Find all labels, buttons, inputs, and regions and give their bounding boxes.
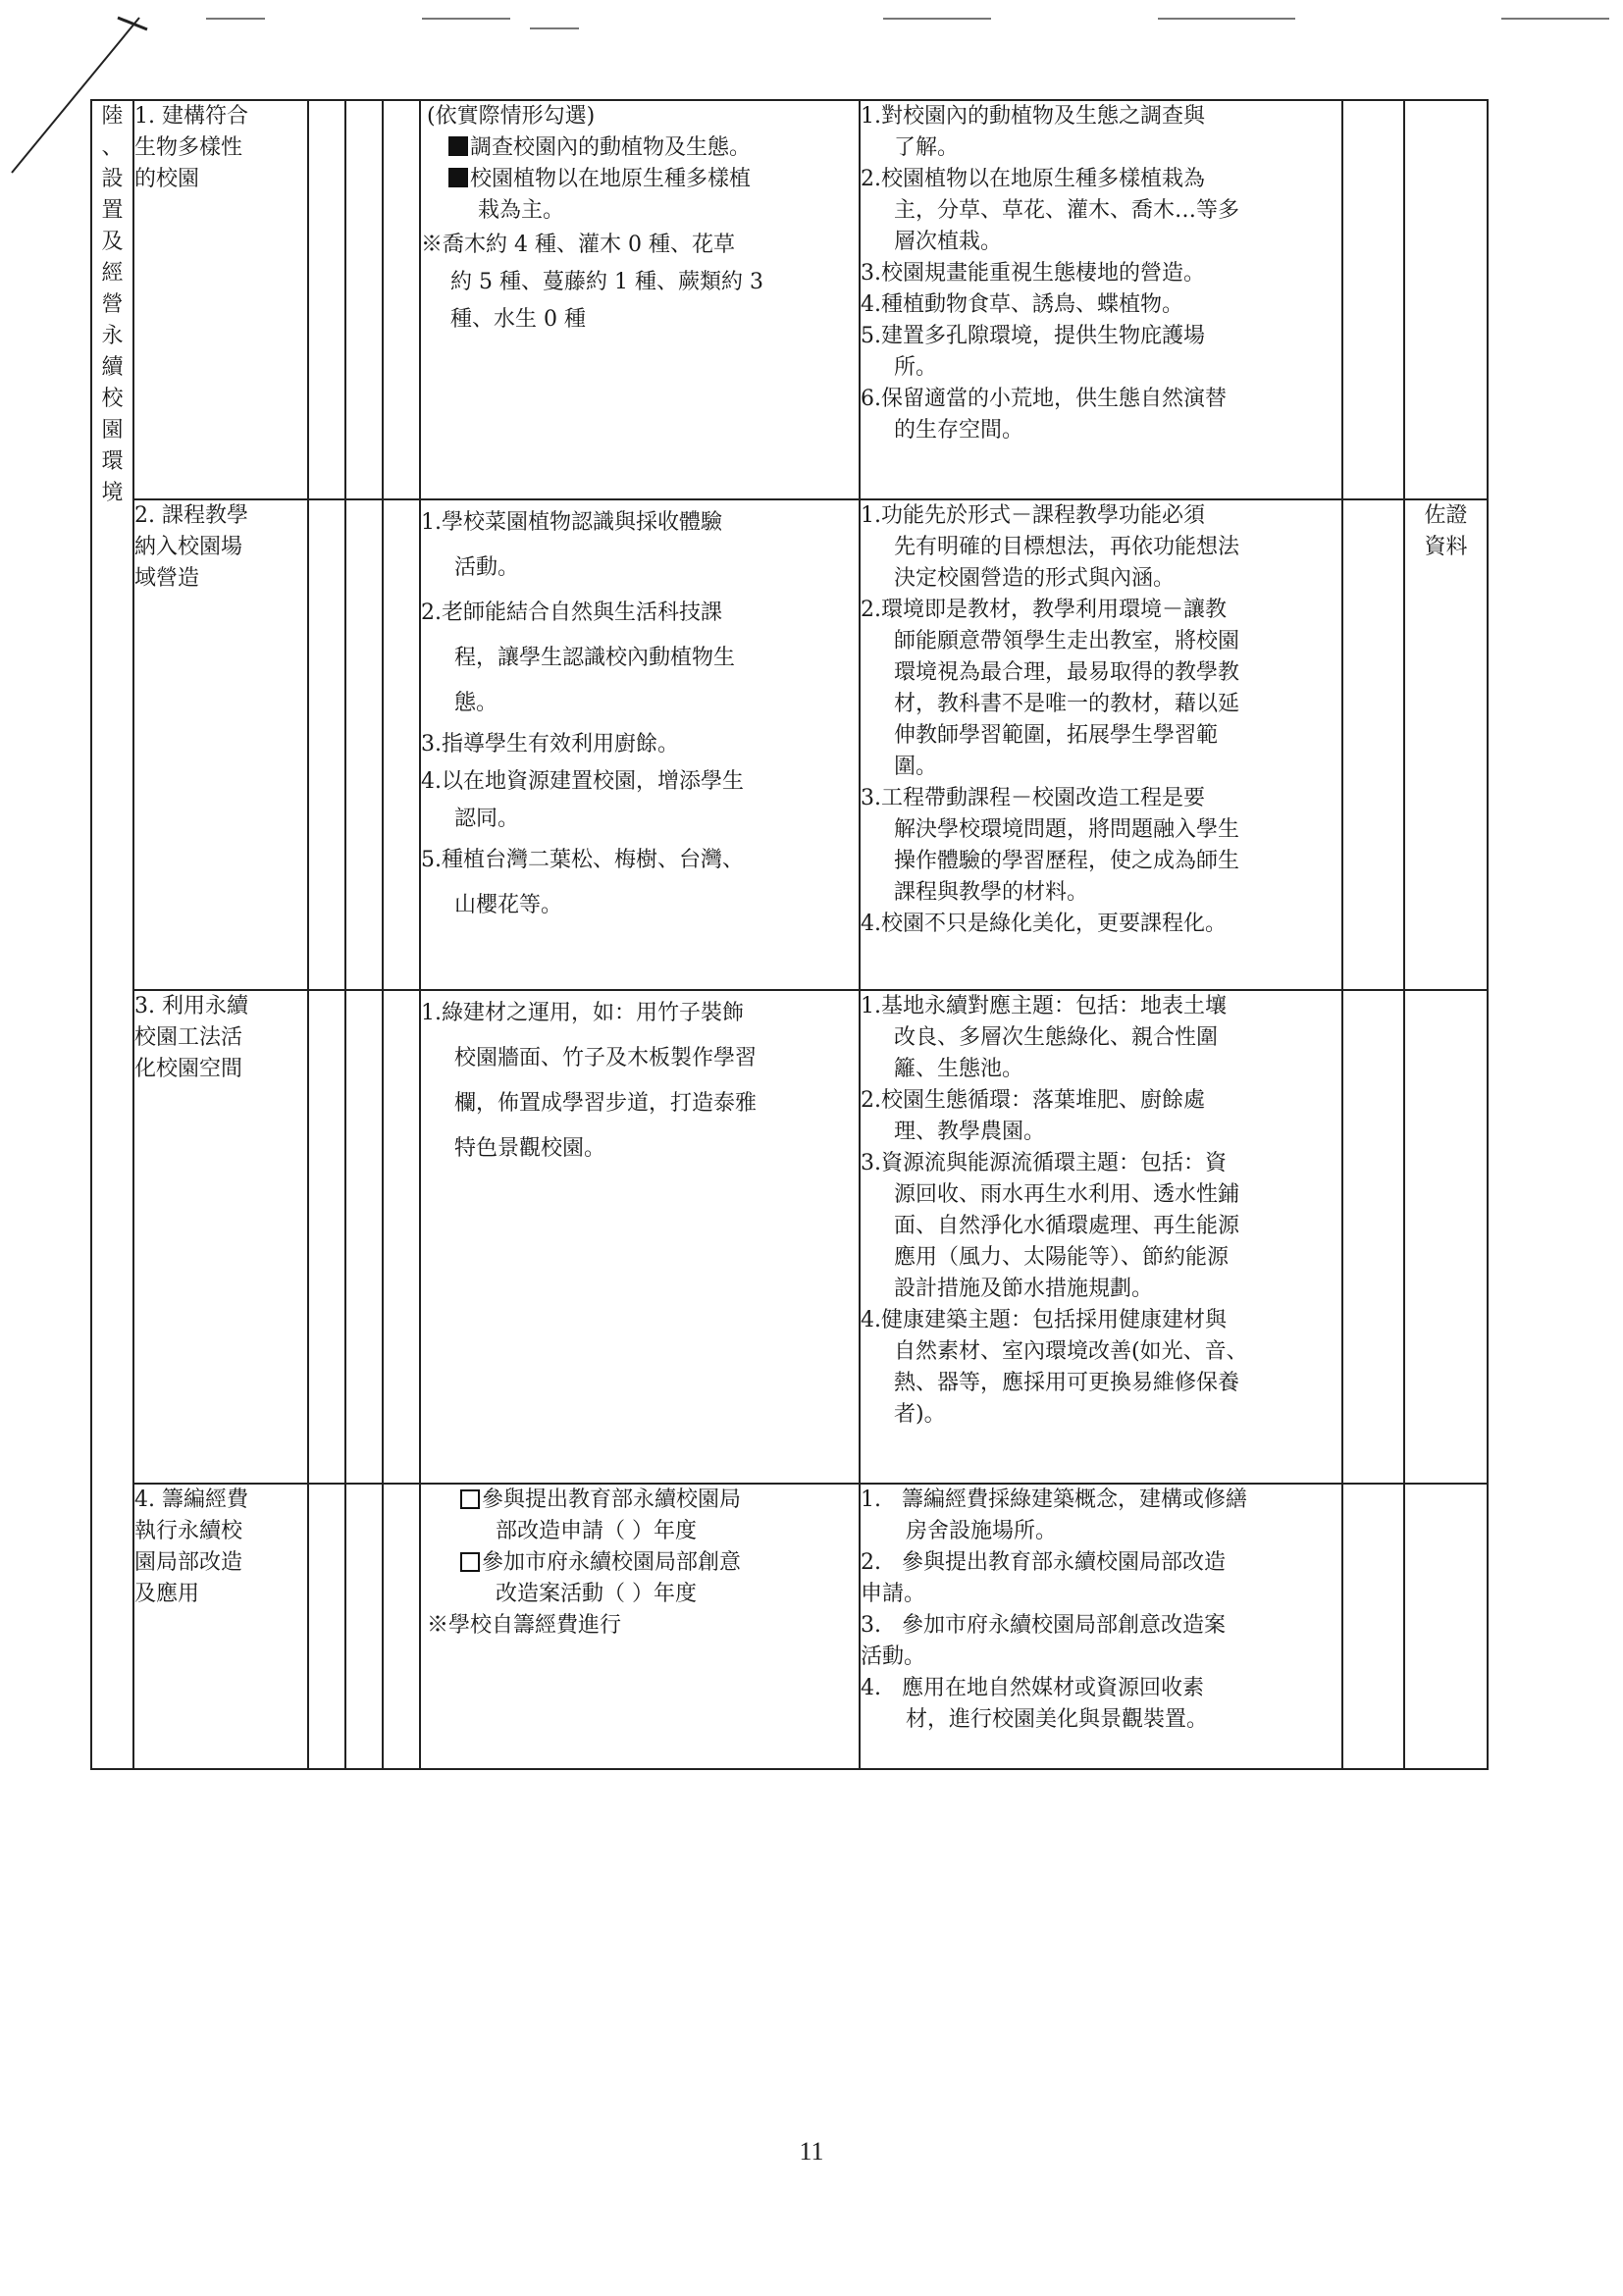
evaluation-table	[90, 99, 1489, 1770]
content-item: 4. 應用在地自然媒材或資源回收素 材，進行校園美化與景觀裝置。	[861, 1676, 1209, 1732]
score-cell	[383, 1484, 420, 1769]
scan-dash	[883, 18, 991, 20]
score-cell	[308, 1484, 345, 1769]
item-cell: 2. 課程教學 納入校園場 域營造	[133, 499, 308, 990]
scan-dash	[422, 18, 510, 20]
checkbox-item: 參與提出教育部永續校園局	[421, 1485, 859, 1516]
table-row	[91, 100, 1488, 499]
rating-cell	[1342, 100, 1404, 499]
page-number: 11	[799, 2137, 824, 2166]
checkbox-item: 參加市府永續校園局部創意	[421, 1547, 859, 1579]
content-item: 3.工程帶動課程－校園改造工程是要 解決學校環境問題，將問題融入學生 操作體驗的學習歷程，使之成為師生 課程與教學的材料。	[861, 786, 1240, 905]
content-item: 3.校園規畫能重視生態棲地的營造。	[861, 261, 1206, 286]
strategy-cell	[420, 990, 860, 1484]
content-item: 4.校園不只是綠化美化，更要課程化。	[861, 912, 1228, 936]
item-cell: 1. 建構符合 生物多樣性 的校園	[133, 100, 308, 499]
note-cell	[1404, 100, 1488, 499]
checked-box-icon	[448, 168, 468, 187]
note-cell	[1404, 1484, 1488, 1769]
item-cell: 4. 籌編經費 執行永續校 園局部改造 及應用	[133, 1484, 308, 1769]
content-cell	[860, 1484, 1342, 1769]
rating-cell	[1342, 990, 1404, 1484]
strategy-item: 3.指導學生有效利用廚餘。	[421, 732, 680, 757]
checkbox-item: 調查校園內的動植物及生態。	[421, 132, 859, 164]
content-item: 2.校園植物以在地原生種多樣植栽為 主，分草、草花、灌木、喬木…等多 層次植栽。	[861, 167, 1240, 254]
strategy-item: 1.綠建材之運用，如：用竹子裝飾 校園牆面、竹子及木板製作學習 欄，佈置成學習步道，打造泰雅 特色景觀校園。	[421, 1001, 758, 1161]
score-cell	[383, 990, 420, 1484]
content-item: 2. 參與提出教育部永續校園局部改造 申請。	[861, 1550, 1226, 1606]
checkbox-item: 校園植物以在地原生種多樣植	[421, 164, 859, 195]
table-row	[91, 990, 1488, 1484]
content-item: 2.環境即是教材，教學利用環境－讓教 師能願意帶領學生走出教室，將校園 環境視為最合理，最易取得的教學教 材，教科書不是唯一的教材，藉以延 伸教師學習範圍，拓展學生學習範 圍。	[861, 598, 1240, 779]
strategy-item: 2.老師能結合自然與生活科技課 程，讓學生認識校內動植物生 態。	[421, 600, 736, 715]
content-cell	[860, 100, 1342, 499]
score-cell	[345, 499, 383, 990]
score-cell	[308, 990, 345, 1484]
empty-checkbox-icon	[460, 1552, 480, 1572]
table-row	[91, 1484, 1488, 1769]
content-item: 4.種植動物食草、誘鳥、蝶植物。	[861, 292, 1184, 317]
score-cell	[308, 100, 345, 499]
content-item: 1.功能先於形式－課程教學功能必須 先有明確的目標想法，再依功能想法 決定校園營造的形式與內涵。	[861, 503, 1240, 591]
score-cell	[345, 1484, 383, 1769]
rating-cell	[1342, 1484, 1404, 1769]
strategy-cell: 參與提出教育部永續校園局 部改造申請（ ）年度 參加市府永續校園局部創意 改造案活動（ ）年度 ※學校自籌經費進行	[420, 1484, 860, 1769]
note-cell	[1404, 990, 1488, 1484]
content-item: 3. 參加市府永續校園局部創意改造案 活動。	[861, 1613, 1226, 1669]
content-item: 5.建置多孔隙環境，提供生物庇護場 所。	[861, 324, 1206, 380]
scan-dash	[1158, 18, 1295, 20]
content-item: 4.健康建築主題：包括採用健康建材與 自然素材、室內環境改善(如光、音、 熱、器等，應採用可更換易維修保養 者)。	[861, 1308, 1248, 1427]
content-item: 3.資源流與能源流循環主題：包括：資 源回收、雨水再生水利用、透水性鋪 面、自然淨化水循環處理、再生能源 應用（風力、太陽能等）、節約能源 設計措施及節水措施規劃。	[861, 1151, 1240, 1301]
table-row	[91, 499, 1488, 990]
scan-dash	[1501, 18, 1609, 20]
content-item: 2.校園生態循環：落葉堆肥、廚餘處 理、教學農園。	[861, 1088, 1206, 1144]
strategy-cell: (依實際情形勾選) 調查校園內的動植物及生態。 校園植物以在地原生種多樣植 栽為主。 ※喬木約 4 種、灌木 0 種、花草 約 5 種、蔓藤約 1 種、蕨類約 3 種、水生 0 種	[420, 100, 860, 499]
content-item: 1.對校園內的動植物及生態之調查與 了解。	[861, 104, 1206, 160]
scan-dash	[206, 18, 265, 20]
category-cell: 陸 、 設 置 及 經 營 永 續 校 園 環 境	[91, 100, 133, 1769]
score-cell	[345, 990, 383, 1484]
score-cell	[308, 499, 345, 990]
content-item: 1.基地永續對應主題：包括：地表土壤 改良、多層次生態綠化、親合性圍 籬、生態池。	[861, 994, 1228, 1081]
score-cell	[345, 100, 383, 499]
content-cell	[860, 990, 1342, 1484]
score-cell	[383, 499, 420, 990]
strategy-cell	[420, 499, 860, 990]
score-cell	[383, 100, 420, 499]
content-item: 1. 籌編經費採綠建築概念，建構或修繕 房舍設施場所。	[861, 1487, 1247, 1543]
empty-checkbox-icon	[460, 1489, 480, 1509]
rating-cell	[1342, 499, 1404, 990]
item-cell: 3. 利用永續 校園工法活 化校園空間	[133, 990, 308, 1484]
scan-dash	[530, 27, 579, 29]
checked-box-icon	[448, 136, 468, 156]
content-cell	[860, 499, 1342, 990]
strategy-item: 5.種植台灣二葉松、梅樹、台灣、 山櫻花等。	[421, 848, 745, 917]
strategy-item: 1.學校菜園植物認識與採收體驗 活動。	[421, 510, 723, 580]
content-item: 6.保留適當的小荒地，供生態自然演替 的生存空間。	[861, 387, 1228, 443]
strategy-item: 4.以在地資源建置校園，增添學生 認同。	[421, 769, 745, 831]
note-cell: 佐證 資料	[1404, 499, 1488, 990]
